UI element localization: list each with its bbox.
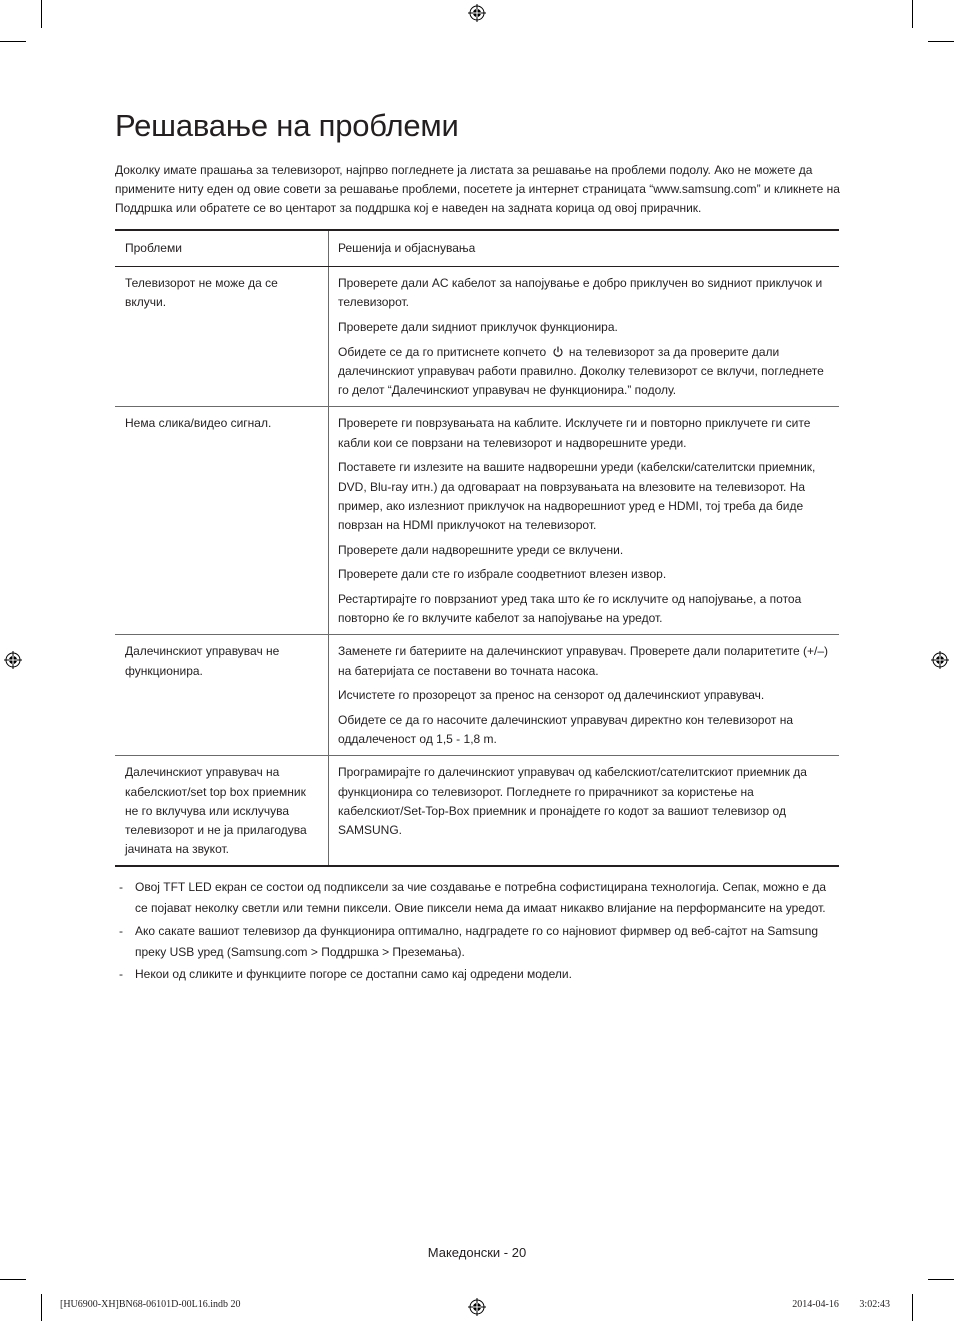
solution-cell: [329, 635, 840, 756]
solution-item: Проверете дали ѕидниот приклучок функционира.: [338, 320, 618, 335]
column-header-problems: Проблеми: [115, 230, 329, 267]
table-row: [115, 756, 839, 867]
registration-mark-icon: [468, 4, 486, 22]
solution-cell: [329, 756, 840, 867]
note-item: [115, 921, 841, 963]
solution-item: Проверете дали AC кабелот за напојување е добро приклучен во ѕидниот приклучок и телевизорот.: [338, 276, 823, 310]
troubleshooting-table: [115, 229, 839, 867]
note-text: Ако сакате вашиот телевизор да функционира оптимално, надградете го со најновиот фирмвер од веб-сајтот на Samsung преку USB уред (Samsung.com > Поддршка > Преземања).: [135, 923, 819, 959]
solution-cell: [329, 267, 840, 407]
solution-text-before-icon: Обидете се да го притиснете копчето: [338, 344, 547, 359]
registration-mark-icon: [931, 651, 949, 669]
solution-item: Програмирајте го далечинскиот управувач од кабелскиот/сателитскиот приемник да функционира со телевизорот. Погледнете го прирачникот за користење на кабелскиот/Set-Top-Box приемник и пронајдете го кодот за вашиот телевизор од SAMSUNG.: [338, 765, 807, 838]
note-item: [115, 964, 841, 985]
solution-item: Рестартирајте го поврзаниот уред така што ќе го исклучите од напојување, а потоа повторно ќе го вклучите кабелот за напојување на уредот.: [338, 592, 802, 626]
crop-mark: [41, 0, 42, 28]
solution-item: Проверете дали надворешните уреди се вклучени.: [338, 542, 624, 557]
solution-item: Обидете се да го насочите далечинскиот управувач директно кон телевизорот на оддалеченост од 1,5 - 1,8 m.: [338, 713, 794, 747]
print-timestamp: 2014-04-16 ￿￿ 3:02:43: [792, 1299, 890, 1310]
solution-item: Поставете ги излезите на вашите надворешни уреди (кабелски/сателитски приемник, DVD, Blu-ray итн.) да одговараат на поврзувањата на влезовите на телевизорот. На пример, ако излезниот приклучок на надворешниот уред е HDMI, тој треба да биде поврзан на HDMI приклучокот на телевизорот.: [338, 460, 816, 532]
crop-mark: [928, 1279, 954, 1280]
solution-item: Исчистете го прозорецот за пренос на сензорот од далечинскиот управувач.: [338, 688, 765, 703]
problem-cell: Телевизорот не може да се вклучи.: [115, 267, 329, 407]
solution-cell: [329, 407, 840, 635]
note-text: Некои од сликите и функциите погоре се достапни само кај одредени модели.: [135, 967, 572, 981]
crop-mark: [0, 1279, 26, 1280]
problem-cell: Далечинскиот управувач на кабелскиот/set top box приемник не го вклучува или исклучува телевизорот и не ја прилагодува јачината на звукот.: [115, 756, 329, 867]
solution-text-after-icon: на телевизорот за да проверите дали далечинскиот управувач работи правилно. Доколку телевизорот се вклучи, погледнете го делот “Далечинскиот управувач не функционира.” подолу.: [338, 344, 824, 398]
power-icon: [552, 346, 564, 358]
table-row: [115, 635, 839, 756]
solution-item: Заменете ги батериите на далечинскиот управувач. Проверете дали поларитетите (+/–) на батеријата се поставени во точната насока.: [338, 644, 829, 678]
notes-list: [115, 877, 841, 987]
page-title: Решавање на проблеми: [115, 108, 459, 143]
solution-item: [338, 343, 829, 401]
problem-cell: Нема слика/видео сигнал.: [115, 407, 329, 635]
table-row: [115, 407, 839, 635]
table-row: [115, 267, 839, 407]
note-dash: -: [119, 967, 123, 981]
column-header-solutions: Решенија и објаснувања: [329, 230, 840, 267]
crop-mark: [912, 1294, 913, 1321]
crop-mark: [928, 41, 954, 42]
note-dash: -: [119, 923, 123, 938]
solution-item: Проверете дали сте го избрале соодветниот влезен извор.: [338, 567, 667, 582]
crop-mark: [41, 1294, 42, 1321]
crop-mark: [912, 0, 913, 28]
file-slug: [HU6900-XH]BN68-06101D-00L16.indb 20: [60, 1299, 241, 1310]
table-header-row: [115, 230, 839, 267]
solution-item: Проверете ги поврзувањата на каблите. Исклучете ги и повторно приклучете ги сите кабли кои се поврзани на телевизорот и надворешните уреди.: [338, 416, 811, 450]
intro-paragraph: Доколку имате прашања за телевизорот, најпрво погледнете ја листата за решавање на проблеми подолу. Ако не можете да примените ниту еден од овие совети за решавање проблеми, посетете ја интернет страницата “www.samsung.com” и кликнете на Поддршка или обратете се во центарот за поддршка кој е наведен на задната корица од овој прирачник.: [115, 163, 840, 216]
crop-mark: [0, 41, 26, 42]
note-item: [115, 877, 841, 919]
registration-mark-icon: [468, 1298, 486, 1316]
page-number: Македонски - 20: [427, 1245, 527, 1260]
problem-cell: Далечинскиот управувач не функционира.: [115, 635, 329, 756]
note-text: Овој TFT LED екран се состои од подпиксели за чие создавање е потребна софистицирана технологија. Сепак, можно е да се појават неколку светли или темни пиксели. Овие пиксели нема да имаат никакво влијание на перформансите на уредот.: [135, 880, 826, 915]
registration-mark-icon: [4, 651, 22, 669]
note-dash: -: [119, 880, 123, 894]
